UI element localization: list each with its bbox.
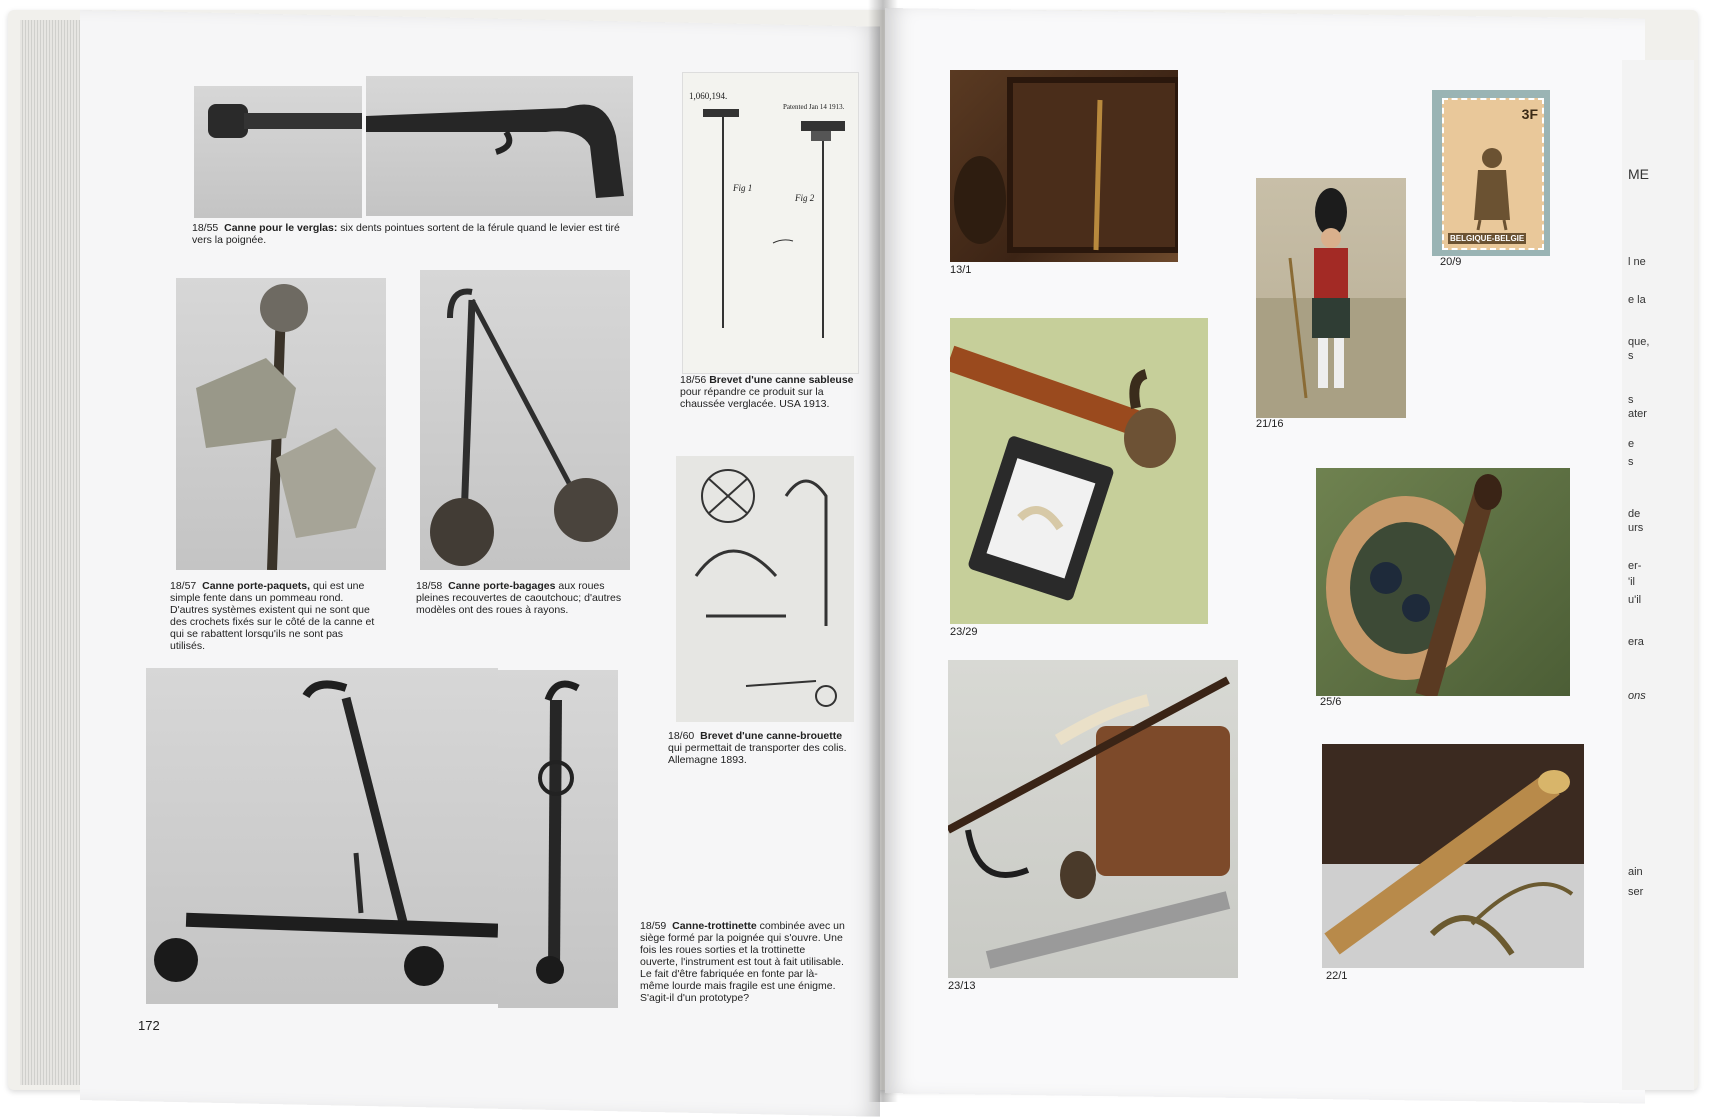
caption-18-60: 18/60 Brevet d'une canne-brouette qui permettait de transporter des colis. Allemagne 1893. bbox=[668, 730, 847, 766]
patent-drawing-sand-cane bbox=[682, 72, 859, 374]
edge-fragment: ME bbox=[1628, 166, 1649, 182]
photo-carved-wood-cane bbox=[950, 70, 1178, 262]
photo-scooter-cane-open bbox=[146, 668, 498, 1004]
photo-ice-cane-ferrule bbox=[194, 86, 362, 218]
caption-18-55: 18/55 Canne pour le verglas: six dents pointues sortent de la férule quand le levier est tiré vers la poignée. bbox=[192, 222, 620, 246]
page-number: 172 bbox=[138, 1018, 160, 1033]
edge-fragment: u'il bbox=[1628, 594, 1642, 606]
label-13-1: 13/1 bbox=[950, 264, 972, 276]
patent-date: Patented Jan 14 1913. bbox=[783, 103, 845, 111]
edge-fragment: l ne bbox=[1628, 256, 1646, 268]
caption-18-58: 18/58 Canne porte-bagages aux roues pleines recouvertes de caoutchouc; d'autres modèles ont des roues à rayons. bbox=[416, 580, 622, 616]
label-20-9: 20/9 bbox=[1440, 256, 1462, 268]
photo-luggage-cane bbox=[420, 270, 630, 570]
caption-18-59: 18/59 Canne-trottinette combinée avec un siège formé par la poignée qui s'ouvre. Une fois les roues sorties et la trottinette ouverte, l'instrument est tout à fait utilisable. Le fait d'être fabriquée en fonte par là-même lourde mais fragile est une énigme. S'agit-il d'un prototype? bbox=[640, 920, 845, 1004]
edge-fragment: e la bbox=[1628, 294, 1646, 306]
edge-fragment: ain bbox=[1628, 866, 1643, 878]
patent-fig1: Fig 1 bbox=[733, 183, 753, 193]
edge-fragment: de bbox=[1628, 508, 1641, 520]
edge-fragment: ons bbox=[1628, 690, 1646, 702]
photo-parcel-cane bbox=[176, 278, 386, 570]
label-21-16: 21/16 bbox=[1256, 418, 1284, 430]
edge-fragment: s bbox=[1628, 394, 1634, 406]
edge-fragment: ater bbox=[1628, 408, 1647, 420]
edge-fragment: s bbox=[1628, 350, 1634, 362]
edge-fragment: 'il bbox=[1628, 576, 1635, 588]
edge-fragment: era bbox=[1628, 636, 1644, 648]
patent-fig2: Fig 2 bbox=[795, 193, 815, 203]
label-22-1: 22/1 bbox=[1326, 970, 1348, 982]
edge-fragment: er- bbox=[1628, 560, 1642, 572]
photo-pipe-cane-case bbox=[950, 318, 1208, 624]
photo-scooter-cane-folded bbox=[498, 670, 618, 1008]
patent-drawing-wheelbarrow-cane bbox=[676, 456, 854, 722]
photo-scottish-piper bbox=[1256, 178, 1406, 418]
label-25-6: 25/6 bbox=[1320, 696, 1342, 708]
stamp-value: 3F bbox=[1521, 106, 1538, 122]
label-23-29: 23/29 bbox=[950, 626, 978, 638]
photo-basket-carved-cane bbox=[1316, 468, 1570, 696]
edge-fragment: s bbox=[1628, 456, 1634, 468]
caption-18-57: 18/57 Canne porte-paquets, qui est une simple fente dans un pommeau rond. D'autres systèmes existent qui ne sont que des crochets fixés sur le côté de la canne et qui se rabattent lorsqu'ils ne sont pas utilisés. bbox=[170, 580, 375, 652]
label-23-13: 23/13 bbox=[948, 980, 976, 992]
next-page-edge-text bbox=[1622, 60, 1694, 1090]
photo-tasseled-cane bbox=[1322, 744, 1584, 968]
edge-fragment: urs bbox=[1628, 522, 1644, 534]
photo-leather-bag-canes bbox=[948, 660, 1238, 978]
edge-fragment: que, bbox=[1628, 336, 1650, 348]
photo-ice-cane-handle bbox=[366, 76, 633, 216]
patent-number: 1,060,194. bbox=[689, 91, 728, 101]
stamp-country: BELGIQUE-BELGIE bbox=[1450, 234, 1525, 243]
caption-18-56: 18/56 Brevet d'une canne sableuse pour répandre ce produit sur la chaussée verglacée. USA 1913. bbox=[680, 374, 854, 410]
photo-belgian-stamp bbox=[1432, 90, 1550, 256]
edge-fragment: e bbox=[1628, 438, 1635, 450]
edge-fragment: ser bbox=[1628, 886, 1644, 898]
